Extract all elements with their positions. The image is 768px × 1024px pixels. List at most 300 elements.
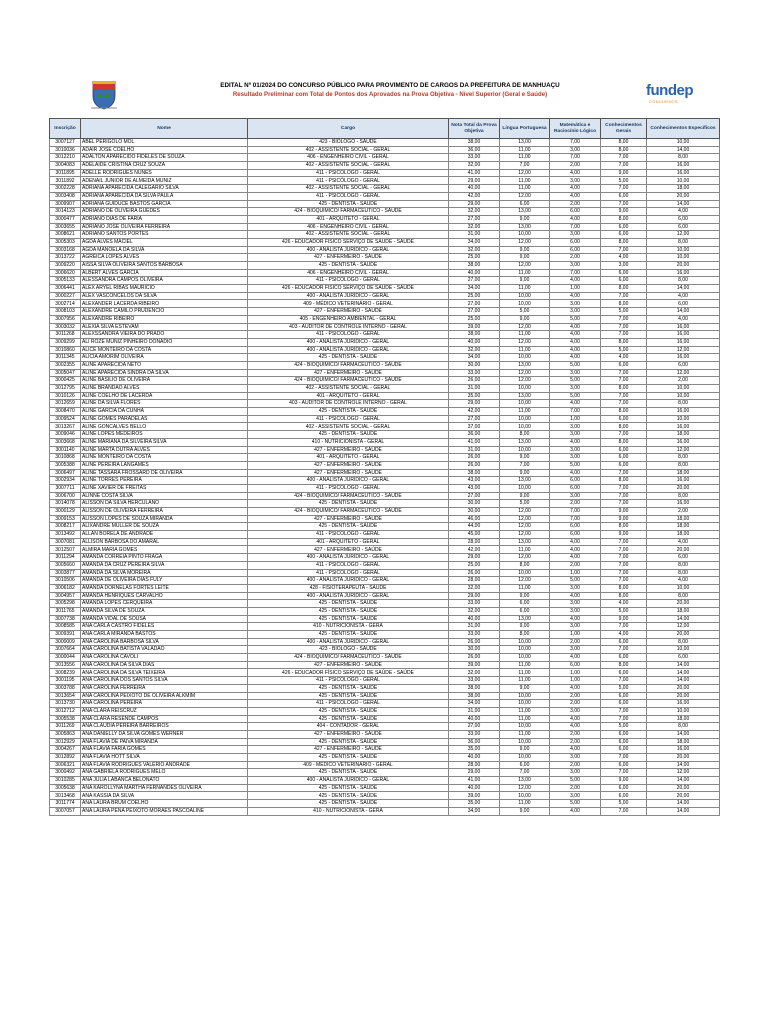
cell-conhecimentos-especificos: 18,00 (647, 185, 720, 193)
cell-cargo: 403 - AUDITOR DE CONTROLE INTERNO - GERAL (248, 323, 449, 331)
cell-nota-total: 41,00 (449, 169, 500, 177)
cell-cargo: 400 - ANALISTA JURÍDICO - GERAL (248, 554, 449, 562)
header-conhecimentos-gerais: Conhecimentos Gerais (601, 119, 647, 139)
cell-nota-total: 35,00 (449, 392, 500, 400)
cell-conhecimentos-gerais: 7,00 (601, 331, 647, 339)
table-row (50, 169, 720, 177)
table-row (50, 477, 720, 485)
cell-conhecimentos-especificos: 4,00 (647, 538, 720, 546)
cell-matematica: 3,00 (550, 262, 601, 270)
cell-conhecimentos-especificos: 12,00 (647, 623, 720, 631)
cell-nota-total: 29,00 (449, 200, 500, 208)
cell-cargo: 425 - DENTISTA - SAÚDE (248, 692, 449, 700)
cell-conhecimentos-especificos: 14,00 (647, 761, 720, 769)
cell-nota-total: 31,00 (449, 231, 500, 239)
cell-conhecimentos-especificos: 10,00 (647, 254, 720, 262)
cell-conhecimentos-gerais: 6,00 (601, 361, 647, 369)
cell-nota-total: 34,00 (449, 807, 500, 815)
cell-nota-total: 27,00 (449, 277, 500, 285)
cell-conhecimentos-gerais: 7,00 (601, 623, 647, 631)
cell-cargo: 425 - DENTISTA - SAÚDE (248, 354, 449, 362)
cell-lingua-portuguesa: 12,00 (500, 169, 550, 177)
cell-lingua-portuguesa: 11,00 (500, 730, 550, 738)
table-row (50, 777, 720, 785)
cell-inscricao: 3006700 (50, 492, 81, 500)
table-row (50, 208, 720, 216)
table-row (50, 807, 720, 815)
cell-matematica: 2,00 (550, 738, 601, 746)
header-nota-total: Nota Total da Prova Objetiva (449, 119, 500, 139)
table-row (50, 546, 720, 554)
cell-cargo: 427 - ENFERMEIRO - SAÚDE (248, 546, 449, 554)
cell-matematica: 3,00 (550, 454, 601, 462)
cell-nome: ADRIANO DIAS DE FARIA (81, 215, 248, 223)
cell-lingua-portuguesa: 8,00 (500, 631, 550, 639)
cell-lingua-portuguesa: 10,00 (500, 723, 550, 731)
cell-matematica: 4,00 (550, 592, 601, 600)
table-row (50, 308, 720, 316)
cell-conhecimentos-gerais: 5,00 (601, 177, 647, 185)
cell-conhecimentos-especificos: 10,00 (647, 415, 720, 423)
cell-nome: ANA CAROLINA DA SILVA TEIXEIRA (81, 669, 248, 677)
cell-inscricao: 3005047 (50, 369, 81, 377)
cell-lingua-portuguesa: 13,00 (500, 615, 550, 623)
cell-nota-total: 39,00 (449, 323, 500, 331)
cell-nome: ADRIANA APARECIDA DA SILVA PAULA (81, 192, 248, 200)
cell-nome: ALISSON DE OLIVEIRA FERREIRA (81, 508, 248, 516)
cell-matematica: 3,00 (550, 754, 601, 762)
cell-matematica: 2,00 (550, 784, 601, 792)
cell-inscricao: 3009907 (50, 200, 81, 208)
cell-conhecimentos-gerais: 6,00 (601, 461, 647, 469)
cell-matematica: 4,00 (550, 746, 601, 754)
cell-lingua-portuguesa: 13,00 (500, 139, 550, 147)
cell-nome: AMANDA DORNELAS FORTES LEITE (81, 584, 248, 592)
cell-lingua-portuguesa: 13,00 (500, 208, 550, 216)
cell-conhecimentos-especificos: 12,00 (647, 369, 720, 377)
cell-nome: ANA CARLA CASTRO FIDELES (81, 623, 248, 631)
cell-nome: ALINE XAVIER DE FREITAS (81, 484, 248, 492)
cell-matematica: 3,00 (550, 423, 601, 431)
cell-inscricao: 3014078 (50, 500, 81, 508)
cell-nota-total: 39,00 (449, 661, 500, 669)
cell-inscricao: 3012659 (50, 400, 81, 408)
cell-cargo: 425 - DENTISTA - SAÚDE (248, 800, 449, 808)
cell-inscricao: 3000044 (50, 654, 81, 662)
cell-lingua-portuguesa: 9,00 (500, 215, 550, 223)
cell-nome: ANA CLARA RESENDE CAMPOS (81, 715, 248, 723)
cell-conhecimentos-especificos: 16,00 (647, 269, 720, 277)
table-row (50, 254, 720, 262)
cell-inscricao: 3013730 (50, 700, 81, 708)
cell-nota-total: 34,00 (449, 285, 500, 293)
cell-matematica: 6,00 (550, 246, 601, 254)
cell-nota-total: 33,00 (449, 154, 500, 162)
cell-nota-total: 36,00 (449, 738, 500, 746)
cell-nota-total: 32,00 (449, 607, 500, 615)
cell-nome: ADRIANA APARECIDA CALEGARIO SILVA (81, 185, 248, 193)
table-row (50, 600, 720, 608)
table-row (50, 146, 720, 154)
cell-conhecimentos-gerais: 7,00 (601, 162, 647, 170)
cell-nome: ADENAIL JUNIOR DE ALMEIDA MUNIZ (81, 177, 248, 185)
results-table (49, 118, 720, 816)
cell-lingua-portuguesa: 12,00 (500, 577, 550, 585)
cell-nome: AGREICA LOPES ALVES (81, 254, 248, 262)
table-row (50, 223, 720, 231)
cell-matematica: 7,00 (550, 515, 601, 523)
table-row (50, 269, 720, 277)
cell-matematica: 5,00 (550, 577, 601, 585)
cell-conhecimentos-especificos: 10,00 (647, 139, 720, 147)
table-row (50, 231, 720, 239)
cell-cargo: 425 - DENTISTA - SAÚDE (248, 200, 449, 208)
cell-conhecimentos-gerais: 4,00 (601, 354, 647, 362)
cell-nome: ALEXANDRE CAMILO PRUDENCIO (81, 308, 248, 316)
cell-inscricao: 3011268 (50, 331, 81, 339)
cell-conhecimentos-especificos: 8,00 (647, 400, 720, 408)
cell-matematica: 7,00 (550, 154, 601, 162)
cell-conhecimentos-especificos: 20,00 (647, 631, 720, 639)
cell-nota-total: 25,00 (449, 292, 500, 300)
cell-lingua-portuguesa: 8,00 (500, 561, 550, 569)
cell-conhecimentos-gerais: 7,00 (601, 754, 647, 762)
cell-lingua-portuguesa: 10,00 (500, 638, 550, 646)
cell-conhecimentos-gerais: 8,00 (601, 338, 647, 346)
cell-inscricao: 3005298 (50, 600, 81, 608)
table-row (50, 415, 720, 423)
cell-lingua-portuguesa: 10,00 (500, 738, 550, 746)
cell-nome: ADAIR JOSE COELHO (81, 146, 248, 154)
cell-conhecimentos-especificos: 8,00 (647, 154, 720, 162)
cell-nota-total: 29,00 (449, 177, 500, 185)
cell-inscricao: 3009299 (50, 338, 81, 346)
header-cargo: Cargo (248, 119, 449, 139)
cell-lingua-portuguesa: 10,00 (500, 400, 550, 408)
cell-lingua-portuguesa: 9,00 (500, 277, 550, 285)
cell-lingua-portuguesa: 10,00 (500, 700, 550, 708)
table-row (50, 738, 720, 746)
table-row (50, 661, 720, 669)
cell-conhecimentos-gerais: 6,00 (601, 454, 647, 462)
cell-matematica: 2,00 (550, 730, 601, 738)
table-row (50, 454, 720, 462)
cell-cargo: 423 - BIÓLOGO - SAÚDE (248, 139, 449, 147)
cell-conhecimentos-especificos: 2,00 (647, 508, 720, 516)
table-row (50, 392, 720, 400)
cell-lingua-portuguesa: 9,00 (500, 746, 550, 754)
cell-conhecimentos-gerais: 7,00 (601, 646, 647, 654)
document-subtitle: Resultado Preliminar com Total de Pontos dos Aprovados na Prova Objetiva - Nível Superior (Geral e Saúde) (232, 91, 548, 98)
cell-cargo: 403 - AUDITOR DE CONTROLE INTERNO - GERAL (248, 400, 449, 408)
cell-conhecimentos-gerais: 5,00 (601, 800, 647, 808)
cell-matematica: 1,00 (550, 285, 601, 293)
cell-nome: ALISSON DA SILVA HERCULANO (81, 500, 248, 508)
cell-inscricao: 3000425 (50, 377, 81, 385)
cell-conhecimentos-especificos: 8,00 (647, 592, 720, 600)
cell-matematica: 3,00 (550, 623, 601, 631)
cell-conhecimentos-gerais: 7,00 (601, 392, 647, 400)
cell-lingua-portuguesa: 10,00 (500, 654, 550, 662)
cell-nome: ALLISON BARBOSA DO AMARAL (81, 538, 248, 546)
cell-conhecimentos-especificos: 14,00 (647, 285, 720, 293)
cell-conhecimentos-especificos: 14,00 (647, 200, 720, 208)
cell-conhecimentos-especificos: 10,00 (647, 392, 720, 400)
cell-nota-total: 33,00 (449, 730, 500, 738)
cell-conhecimentos-gerais: 8,00 (601, 408, 647, 416)
cell-matematica: 1,00 (550, 415, 601, 423)
cell-cargo: 426 - EDUCADOR FÍSICO SERVIÇO DE SAÚDE - SAÚDE (248, 669, 449, 677)
cell-inscricao: 3013267 (50, 423, 81, 431)
cell-conhecimentos-gerais: 6,00 (601, 738, 647, 746)
cell-conhecimentos-gerais: 7,00 (601, 185, 647, 193)
cell-lingua-portuguesa: 6,00 (500, 600, 550, 608)
cell-matematica: 3,00 (550, 177, 601, 185)
cell-conhecimentos-especificos: 16,00 (647, 162, 720, 170)
cell-nome: ALI ROZE MUNIZ PINHEIRO DONADIO (81, 338, 248, 346)
cell-nota-total: 25,00 (449, 315, 500, 323)
cell-inscricao: 3000009 (50, 638, 81, 646)
cell-cargo: 411 - PSICÓLOGO - GERAL (248, 169, 449, 177)
cell-inscricao: 3003032 (50, 323, 81, 331)
cell-lingua-portuguesa: 9,00 (500, 592, 550, 600)
cell-cargo: 402 - ASSISTENTE SOCIAL - GERAL (248, 185, 449, 193)
cell-nome: ALINE PEREIRA LANGAMES (81, 461, 248, 469)
cell-nota-total: 32,00 (449, 162, 500, 170)
cell-conhecimentos-especificos: 14,00 (647, 677, 720, 685)
cell-matematica: 7,00 (550, 269, 601, 277)
cell-conhecimentos-gerais: 6,00 (601, 730, 647, 738)
cell-inscricao: 3000477 (50, 215, 81, 223)
cell-nota-total: 25,00 (449, 254, 500, 262)
cell-lingua-portuguesa: 10,00 (500, 692, 550, 700)
cell-conhecimentos-especificos: 16,00 (647, 438, 720, 446)
cell-cargo: 425 - DENTISTA - SAÚDE (248, 754, 449, 762)
cell-nome: AMANDA SILVA DE SOUZA (81, 607, 248, 615)
cell-nota-total: 46,00 (449, 515, 500, 523)
cell-matematica: 3,00 (550, 146, 601, 154)
cell-nome: ALINE GOMES PARADELAS (81, 415, 248, 423)
cell-inscricao: 3010860 (50, 346, 81, 354)
cell-inscricao: 3001195 (50, 677, 81, 685)
cell-matematica: 3,00 (550, 369, 601, 377)
cell-conhecimentos-especificos: 12,00 (647, 769, 720, 777)
cell-conhecimentos-gerais: 9,00 (601, 531, 647, 539)
cell-nome: ALESSANDRA CAMPOS OLIVEIRA (81, 277, 248, 285)
cell-nome: ANA CAROLINA DOS SANTOS SILVA (81, 677, 248, 685)
cell-nota-total: 40,00 (449, 338, 500, 346)
table-row (50, 139, 720, 147)
cell-cargo: 425 - DENTISTA - SAÚDE (248, 769, 449, 777)
cell-lingua-portuguesa: 11,00 (500, 285, 550, 293)
cell-conhecimentos-gerais: 7,00 (601, 807, 647, 815)
cell-conhecimentos-especificos: 14,00 (647, 146, 720, 154)
municipal-crest-icon (90, 80, 118, 110)
cell-nota-total: 30,00 (449, 508, 500, 516)
cell-cargo: 424 - BIOQUÍMICO/ FARMACÊUTICO - SAÚDE (248, 377, 449, 385)
table-row (50, 715, 720, 723)
cell-matematica: 4,00 (550, 615, 601, 623)
cell-inscricao: 3013492 (50, 531, 81, 539)
cell-inscricao: 3011269 (50, 723, 81, 731)
table-row (50, 654, 720, 662)
cell-inscricao: 3002228 (50, 185, 81, 193)
logo-tagline: CONCURSOS (649, 99, 678, 104)
cell-inscricao: 3005863 (50, 730, 81, 738)
cell-nota-total: 32,00 (449, 669, 500, 677)
cell-matematica: 4,00 (550, 654, 601, 662)
cell-conhecimentos-especificos: 14,00 (647, 615, 720, 623)
cell-lingua-portuguesa: 13,00 (500, 223, 550, 231)
cell-inscricao: 3009220 (50, 262, 81, 270)
cell-nota-total: 36,00 (449, 431, 500, 439)
cell-conhecimentos-especificos: 10,00 (647, 646, 720, 654)
cell-lingua-portuguesa: 11,00 (500, 707, 550, 715)
cell-cargo: 406 - ENGENHEIRO CIVIL - GERAL (248, 269, 449, 277)
cell-inscricao: 3012892 (50, 754, 81, 762)
cell-nome: ALINE DA SILVA FLORES (81, 400, 248, 408)
cell-cargo: 425 - DENTISTA - SAÚDE (248, 784, 449, 792)
cell-conhecimentos-gerais: 8,00 (601, 146, 647, 154)
cell-conhecimentos-gerais: 5,00 (601, 684, 647, 692)
cell-inscricao: 3005538 (50, 715, 81, 723)
cell-lingua-portuguesa: 12,00 (500, 784, 550, 792)
cell-conhecimentos-gerais: 7,00 (601, 323, 647, 331)
cell-conhecimentos-especificos: 8,00 (647, 723, 720, 731)
cell-nome: ALINE TASSARA FROSSARD DE OLIVEIRA (81, 469, 248, 477)
cell-nome: ANA LAURA PENA PEIXOTO MORAES PASCOALINE (81, 807, 248, 815)
cell-matematica: 4,00 (550, 169, 601, 177)
cell-lingua-portuguesa: 10,00 (500, 385, 550, 393)
cell-cargo: 426 - EDUCADOR FÍSICO SERVIÇO DE SAÚDE - SAÚDE (248, 285, 449, 293)
cell-inscricao: 3013468 (50, 792, 81, 800)
cell-inscricao: 3009046 (50, 431, 81, 439)
cell-conhecimentos-gerais: 6,00 (601, 746, 647, 754)
cell-inscricao: 3011892 (50, 177, 81, 185)
table-row (50, 400, 720, 408)
cell-matematica: 5,00 (550, 392, 601, 400)
cell-inscricao: 3011774 (50, 800, 81, 808)
cell-cargo: 424 - BIOQUÍMICO/ FARMACÊUTICO - SAÚDE (248, 654, 449, 662)
cell-conhecimentos-especificos: 16,00 (647, 700, 720, 708)
cell-conhecimentos-gerais: 7,00 (601, 377, 647, 385)
cell-cargo: 424 - BIOQUÍMICO/ FARMACÊUTICO - SAÚDE (248, 208, 449, 216)
table-row (50, 438, 720, 446)
cell-nome: ALIXANDRE MULLER DE SOUZA (81, 523, 248, 531)
cell-nome: ANA KAROLLYNA MARTHA FERNANDES OLIVEIRA (81, 784, 248, 792)
cell-cargo: 425 - DENTISTA - SAÚDE (248, 431, 449, 439)
cell-matematica: 4,00 (550, 346, 601, 354)
cell-conhecimentos-gerais: 7,00 (601, 431, 647, 439)
cell-cargo: 411 - PSICÓLOGO - GERAL (248, 569, 449, 577)
cell-matematica: 4,00 (550, 277, 601, 285)
cell-inscricao: 3014123 (50, 208, 81, 216)
cell-conhecimentos-gerais: 6,00 (601, 761, 647, 769)
cell-lingua-portuguesa: 9,00 (500, 807, 550, 815)
cell-conhecimentos-gerais: 7,00 (601, 369, 647, 377)
cell-lingua-portuguesa: 9,00 (500, 492, 550, 500)
header-lingua-portuguesa: Língua Portuguesa (500, 119, 550, 139)
cell-nome: AGDA ALVES MACIEL (81, 238, 248, 246)
cell-nome: ALINE COELHO DE LACERDA (81, 392, 248, 400)
cell-cargo: 428 - FISIOTERAPEUTA - SAÚDE (248, 584, 449, 592)
table-row (50, 723, 720, 731)
cell-conhecimentos-especificos: 18,00 (647, 738, 720, 746)
cell-matematica: 7,00 (550, 223, 601, 231)
cell-inscricao: 3006497 (50, 469, 81, 477)
cell-nota-total: 36,00 (449, 146, 500, 154)
cell-inscricao: 3012712 (50, 707, 81, 715)
cell-matematica: 3,00 (550, 792, 601, 800)
cell-lingua-portuguesa: 11,00 (500, 177, 550, 185)
cell-nota-total: 31,00 (449, 446, 500, 454)
cell-conhecimentos-especificos: 8,00 (647, 569, 720, 577)
cell-nome: ANA FLAVIA DE PAIVA MIRANDA (81, 738, 248, 746)
table-row (50, 623, 720, 631)
cell-conhecimentos-gerais: 7,00 (601, 400, 647, 408)
header-nome: Nome (81, 119, 248, 139)
cell-matematica: 3,00 (550, 607, 601, 615)
cell-inscricao: 3010126 (50, 392, 81, 400)
cell-lingua-portuguesa: 12,00 (500, 377, 550, 385)
cell-nome: ADELAIDE CRISTINA CRUZ SOUZA (81, 162, 248, 170)
cell-lingua-portuguesa: 10,00 (500, 754, 550, 762)
cell-nome: ALINE LOPES MEDEIROS (81, 431, 248, 439)
cell-matematica: 2,00 (550, 700, 601, 708)
cell-lingua-portuguesa: 11,00 (500, 715, 550, 723)
cell-matematica: 3,00 (550, 584, 601, 592)
cell-lingua-portuguesa: 9,00 (500, 254, 550, 262)
cell-inscricao: 3004083 (50, 162, 81, 170)
cell-matematica: 2,00 (550, 500, 601, 508)
cell-nota-total: 26,00 (449, 377, 500, 385)
cell-nota-total: 29,00 (449, 554, 500, 562)
cell-inscricao: 3002714 (50, 300, 81, 308)
cell-conhecimentos-gerais: 8,00 (601, 300, 647, 308)
cell-lingua-portuguesa: 5,00 (500, 308, 550, 316)
cell-nome: AMANDA LOPES CERQUEIRA (81, 600, 248, 608)
cell-nota-total: 29,00 (449, 400, 500, 408)
cell-cargo: 427 - ENFERMEIRO - SAÚDE (248, 369, 449, 377)
cell-lingua-portuguesa: 5,00 (500, 500, 550, 508)
table-row (50, 215, 720, 223)
cell-matematica: 4,00 (550, 338, 601, 346)
table-row (50, 484, 720, 492)
cell-conhecimentos-especificos: 18,00 (647, 523, 720, 531)
cell-inscricao: 3009391 (50, 631, 81, 639)
cell-nome: ALBERT ALVES GARCIA (81, 269, 248, 277)
cell-conhecimentos-gerais: 7,00 (601, 677, 647, 685)
cell-conhecimentos-especificos: 10,00 (647, 177, 720, 185)
cell-conhecimentos-especificos: 4,00 (647, 315, 720, 323)
cell-cargo: 401 - ARQUITETO - GERAL (248, 215, 449, 223)
cell-inscricao: 3007738 (50, 615, 81, 623)
cell-inscricao: 3008239 (50, 669, 81, 677)
cell-cargo: 400 - ANALISTA JURÍDICO - GERAL (248, 338, 449, 346)
cell-inscricao: 3010506 (50, 577, 81, 585)
cell-conhecimentos-especificos: 18,00 (647, 715, 720, 723)
cell-conhecimentos-gerais: 8,00 (601, 661, 647, 669)
cell-matematica: 5,00 (550, 777, 601, 785)
cell-inscricao: 3003788 (50, 684, 81, 692)
cell-nome: ADALTON APARECIDO FIDELES DE SOUZA (81, 154, 248, 162)
cell-conhecimentos-gerais: 7,00 (601, 246, 647, 254)
cell-nota-total: 26,00 (449, 654, 500, 662)
cell-conhecimentos-especificos: 20,00 (647, 754, 720, 762)
cell-nota-total: 33,00 (449, 677, 500, 685)
table-row (50, 292, 720, 300)
cell-nome: ALINE BRANDAO ALVES (81, 385, 248, 393)
